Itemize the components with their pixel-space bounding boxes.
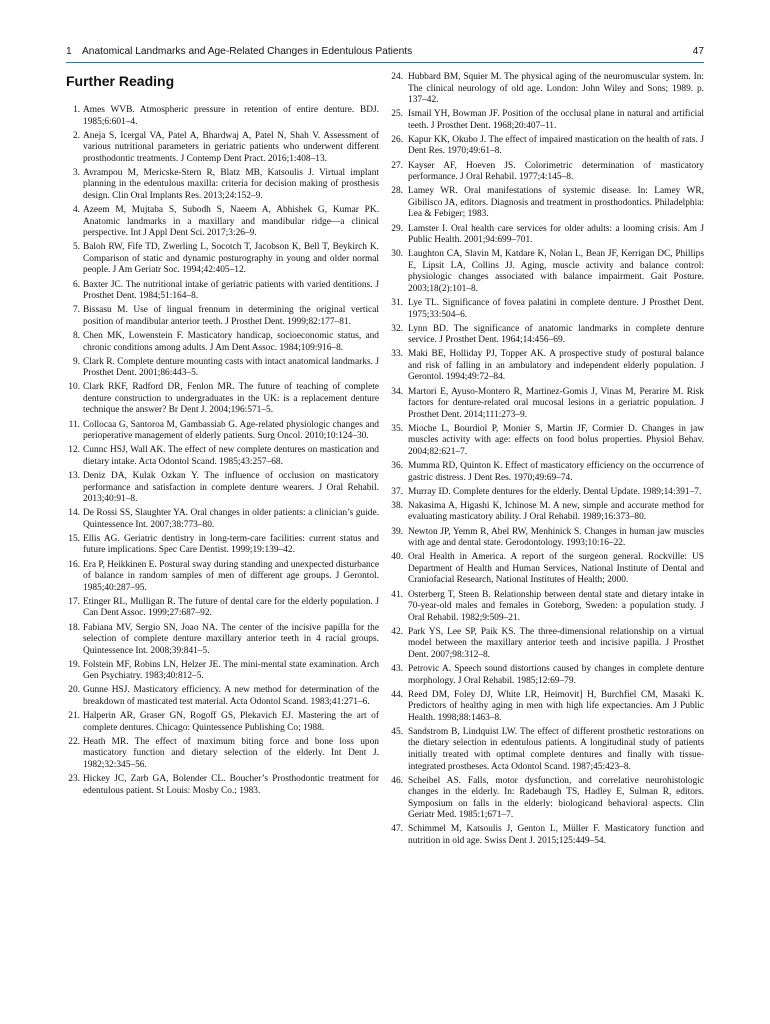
- reference-text: Scheibel AS. Falls, motor dysfunction, and correlative neurohistologic changes in the elderly. In: Radebaugh TS, Hadley E, Sulman R, editors. Symposium on falls in the elderly: biologicand behavioral aspects. Clin Geriatr Med. 1985:1;671–7.: [408, 775, 704, 821]
- reference-text: Collocaa G, Santoroa M, Gambassiab G. Age-related physiologic changes and perioperative management of elderly patients. Surg Oncol. 2010;10:124–30.: [83, 419, 379, 442]
- chapter-number: 1: [66, 46, 72, 57]
- reference-number: 25.: [391, 109, 403, 120]
- reference-text: Avrampou M, Mericske-Stern R, Blatz MB, Katsoulis J. Virtual implant planning in the edentulous maxilla: criteria for decision making of prosthesis design. Clin Oral Implants Res. 2013;24:152–9.: [83, 167, 379, 202]
- reference-number: 22.: [68, 736, 80, 747]
- reference-text: Nakasima A, Higashi K, Ichinose M. A new, simple and accurate method for evaluating masticatory ability. J Oral Rehabil. 1989;16:373–80.: [408, 500, 704, 523]
- reference-number: 37.: [391, 486, 403, 497]
- reference-text: Reed DM, Foley DJ, White LR, Heimovit] H, Burchfiel CM, Masaki K. Predictors of healthy aging in men with high life expectancies. Am J Public Health. 1998;88:1463–8.: [408, 689, 704, 723]
- reference-number: 16.: [68, 559, 80, 570]
- reference-item: [66, 382, 379, 417]
- reference-item: [391, 186, 704, 221]
- reference-number: 34.: [391, 386, 403, 397]
- reference-text: Park YS, Lee SP, Paik KS. The three-dimensional relationship on a virtual model between the maxillary anterior teeth and incisive papilla. J Prosthet Dent. 2007;98:312–8.: [408, 626, 704, 660]
- reference-number: 14.: [68, 508, 80, 519]
- reference-number: 43.: [391, 663, 403, 674]
- reference-text: Ellis AG. Geriatric dentistry in long-term-care facilities: current status and future implications. Spec Care Dentist. 1999;19:139–42.: [83, 533, 379, 556]
- reference-item: [66, 711, 379, 734]
- reference-text: Gunne HSJ. Masticatory efficiency. A new method for determination of the breakdown of masticated test material. Acta Odontol Scand. 1983;41:271–6.: [83, 685, 379, 707]
- reference-item: [66, 508, 379, 531]
- reference-number: 12.: [68, 445, 80, 456]
- reference-number: 28.: [391, 186, 403, 197]
- reference-item: [391, 501, 704, 524]
- reference-item: [66, 660, 379, 683]
- reference-number: 19.: [68, 659, 80, 670]
- reference-item: [66, 420, 379, 443]
- reference-column-left: [66, 105, 379, 800]
- reference-text: Folstein MF, Robins LN, Helzer JE. The mini-mental state examination. Arch Gen Psychiatry. 1983;40:812–5.: [83, 659, 379, 682]
- reference-number: 23.: [68, 774, 80, 785]
- reference-text: Halperin AR, Graser GN, Rogoff GS, Plekavich EJ. Mastering the art of complete dentures. Chicago: Quintessence Publishing Co; 1988.: [83, 711, 379, 733]
- page-number: 47: [692, 46, 704, 57]
- reference-number: 35.: [391, 423, 403, 434]
- reference-number: 6.: [72, 279, 80, 290]
- reference-number: 32.: [391, 323, 403, 334]
- reference-item: [391, 664, 704, 687]
- reference-item: [66, 357, 379, 380]
- reference-number: 31.: [391, 298, 403, 308]
- reference-item: [66, 280, 379, 303]
- header-rule: [66, 62, 704, 63]
- reference-text: Chen MK, Lowenstein F. Masticatory handicap, socioeconomic status, and chronic conditions among adults. J Am Dent Assoc. 1984;109:916–8.: [83, 331, 379, 353]
- reference-text: Oral Health in America. A report of the surgeon general. Rockville: US Department of Health and Human Services, National Institute of Dental and Craniofacial Research, National Institutes of Health; 2000.: [408, 552, 704, 586]
- running-head: [66, 46, 704, 62]
- reference-text: Clark R. Complete denture mounting casts with intact anatomical landmarks. J Prosthet Dent. 2001;86:443–5.: [83, 356, 379, 379]
- reference-text: Mioche L, Bourdiol P, Monier S, Martin JF, Cormier D. Changes in jaw muscles activity with age: effects on food bolus properties. Physiol Behav. 2004;82:621–7.: [408, 423, 704, 457]
- reference-item: [66, 168, 379, 203]
- reference-number: 33.: [391, 349, 403, 360]
- reference-number: 36.: [391, 461, 403, 472]
- reference-text: Lye TL. Significance of fovea palatini in complete denture. J Prosthet Dent. 1975;33:504–6.: [408, 298, 704, 320]
- reference-number: 29.: [391, 223, 403, 234]
- reference-number: 38.: [391, 500, 403, 511]
- reference-text: Clark RKF, Radford DR, Fenlon MR. The future of teaching of complete denture construction to undergraduates in the UK: is a replacement denture technique the answer? Br Dent J. 2004;196:571–5.: [83, 382, 379, 416]
- reference-item: [66, 560, 379, 595]
- reference-item: [391, 727, 704, 773]
- reference-item: [66, 305, 379, 328]
- chapter-title: Anatomical Landmarks and Age-Related Changes in Edentulous Patients: [82, 46, 413, 57]
- reference-text: Mumma RD, Quinton K. Effect of masticatory efficiency on the occurrence of gastric distress. J Dent Res. 1970;49:69–74.: [408, 461, 704, 483]
- reference-number: 47.: [391, 824, 403, 835]
- reference-number: 41.: [391, 589, 403, 600]
- reference-item: [66, 131, 379, 166]
- reference-text: Era P, Heikkinen E. Postural sway during standing and unexpected disturbance of balance in random samples of men of different age groups. J Gerontol. 1985;40:287–95.: [83, 559, 379, 593]
- reference-item: [66, 205, 379, 240]
- reference-number: 45.: [391, 726, 403, 737]
- reference-text: Osterberg T, Steen B. Relationship between dental state and dietary intake in 70-year-old males and females in Goteborg, Sweden: a population study. J Oral Rehabil. 1982;9:509–21.: [408, 589, 704, 623]
- reference-number: 42.: [391, 626, 403, 637]
- reference-item: [391, 527, 704, 550]
- reference-item: [391, 552, 704, 587]
- reference-number: 15.: [68, 533, 80, 544]
- reference-number: 30.: [391, 249, 403, 260]
- reference-item: [391, 387, 704, 422]
- reference-text: Baloh RW, Fife TD, Zwerling L, Socotch T, Jacobson K, Bell T, Beykirch K. Comparison of static and dynamic posturography in young and older normal people. J Am Geriatr Soc. 1994;42:405–12.: [83, 242, 379, 276]
- reference-text: Maki BE, Holliday PJ, Topper AK. A prospective study of postural balance and risk of falling in an ambulatory and independent elderly population. J Gerontol. 1994;49:72–84.: [408, 349, 704, 383]
- reference-number: 20.: [68, 685, 80, 696]
- reference-item: [66, 105, 379, 128]
- reference-item: [391, 487, 704, 499]
- reference-text: Etinger RL, Mulligan R. The future of dental care for the elderly population. J Can Dent Assoc. 1999;27:687–92.: [83, 596, 379, 619]
- reference-text: Cunnc HSJ, Wall AK. The effect of new complete dentures on mastication and dietary intake. Acta Odontol Scand. 1985;43:257–68.: [83, 445, 379, 467]
- reference-item: [391, 590, 704, 625]
- reference-number: 2.: [72, 130, 80, 141]
- reference-item: [66, 774, 379, 797]
- reference-number: 26.: [391, 134, 403, 145]
- reference-item: [391, 349, 704, 384]
- reference-number: 39.: [391, 526, 403, 537]
- reference-number: 27.: [391, 160, 403, 171]
- reference-item: [391, 224, 704, 247]
- reference-text: Schimmel M, Katsoulis J, Genton L, Müller F. Masticatory function and nutrition in old age. Swiss Dent J. 2015;125:449–54.: [408, 824, 704, 847]
- reference-text: Lamey WR. Oral manifestations of systemic disease. In: Lamey WR, Gibilisco JA, editors. Diagnosis and treatment in prosthodontics. Philadelphia: Lea & Febiger; 1983.: [408, 186, 704, 220]
- reference-text: Hickey JC, Zarb GA, Bolender CL. Boucher’s Prosthodontic treatment for edentulous patient. St Louis: Mosby Co.; 1983.: [83, 774, 379, 796]
- reference-text: De Rossi SS, Slaughter YA. Oral changes in older patients: a clinician’s guide. Quintessence Int. 2007;38:773–80.: [83, 508, 379, 530]
- reference-item: [66, 597, 379, 620]
- reference-item: [66, 445, 379, 468]
- reference-number: 44.: [391, 689, 403, 700]
- reference-number: 3.: [72, 167, 80, 178]
- reference-item: [391, 627, 704, 662]
- reference-item: [391, 424, 704, 459]
- reference-item: [66, 534, 379, 557]
- reference-text: Hubbard BM, Squier M. The physical aging of the neuromuscular system. In: The clinical neurology of old age. London: John Wiley and Sons; 1989. p. 137–42.: [408, 72, 704, 106]
- reference-number: 10.: [68, 382, 80, 393]
- reference-item: [66, 471, 379, 506]
- reference-item: [391, 324, 704, 347]
- reference-text: Lamster I. Oral health care services for older adults: a looming crisis. Am J Public Health. 2001;94:699–701.: [408, 223, 704, 246]
- reference-item: [391, 690, 704, 725]
- reference-number: 8.: [72, 331, 80, 341]
- reference-item: [391, 824, 704, 847]
- reference-text: Ismail YH, Bowman JF. Position of the occlusal plane in natural and artificial teeth. J Prosthet Dent. 1968;20:407–11.: [408, 109, 704, 131]
- reference-item: [66, 623, 379, 658]
- reference-text: Deniz DA, Kulak Ozkan Y. The influence of occlusion on masticatory performance and satisfaction in complete denture wearers. J Oral Rehabil. 2013;40:91–8.: [83, 470, 379, 505]
- reference-text: Heath MR. The effect of maximum biting force and bone loss upon masticatory function and dietary selection of the elderly. Int Dent J. 1982;32:345–56.: [83, 736, 379, 770]
- reference-item: [391, 298, 704, 321]
- reference-number: 9.: [72, 356, 80, 367]
- reference-item: [66, 685, 379, 708]
- reference-number: 18.: [68, 622, 80, 633]
- section-title: Further Reading: [66, 73, 175, 89]
- reference-text: Kapur KK, Okubo J. The effect of impaired mastication on the health of rats. J Dent Res. 1970;49:61–8.: [408, 134, 704, 157]
- reference-item: [391, 109, 704, 132]
- reference-column-right: [391, 72, 704, 850]
- reference-number: 1.: [72, 105, 80, 115]
- reference-number: 13.: [68, 470, 80, 481]
- reference-text: Fabiana MV, Sergio SN, Joao NA. The center of the incisive papilla for the selection of complete denture maxillary anterior teeth in 4 racial groups. Quintessence Int. 2008;39:841–5.: [83, 622, 379, 656]
- reference-item: [66, 331, 379, 354]
- reference-number: 46.: [391, 775, 403, 786]
- reference-number: 11.: [68, 419, 80, 430]
- reference-item: [391, 249, 704, 295]
- reference-number: 24.: [391, 72, 403, 82]
- reference-number: 17.: [68, 596, 80, 607]
- reference-number: 21.: [68, 711, 80, 722]
- reference-text: Ames WVB. Atmospheric pressure in retention of entire denture. BDJ. 1985;6:601–4.: [83, 105, 379, 127]
- reference-item: [391, 461, 704, 484]
- reference-item: [391, 161, 704, 184]
- reference-text: Azeem M, Mujtaba S, Subodh S, Naeem A, Abhishek G, Kumar PK. Anatomic landmarks in a maxillary and mandibular ridge—a clinical perspective. Int J Appl Dent Sci. 2017;3:26–9.: [83, 205, 379, 239]
- reference-text: Baxter JC. The nutritional intake of geriatric patients with varied dentitions. J Prosthet Dent. 1984;51:164–8.: [83, 279, 379, 302]
- reference-text: Martori E, Ayuso-Montero R, Martinez-Gomis J, Vinas M, Perarire M. Risk factors for denture-related oral mucosal lesions in a geriatric population. J Prosthet Dent. 2014;111:273–9.: [408, 386, 704, 420]
- reference-text: Murray ID. Complete dentures for the elderly. Dental Update. 1989;14:391–7.: [408, 486, 702, 497]
- reference-number: 7.: [72, 305, 80, 316]
- reference-item: [391, 135, 704, 158]
- reference-item: [66, 737, 379, 772]
- reference-text: Kayser AF, Hoeven JS. Colorimetric determination of masticatory performance. J Oral Rehabil. 1977;4:145–8.: [408, 160, 704, 183]
- reference-text: Aneja S, Icergal VA, Patel A, Bhardwaj A, Patel N, Shah V. Assessment of various nutritional parameters in geriatric patients who underwent different prosthodontic treatments. J Contemp Dent Pract. 2016;1:408–13.: [83, 130, 379, 164]
- reference-text: Petrovic A. Speech sound distortions caused by changes in complete denture morphology. J Oral Rehabil. 1985;12:69–79.: [408, 663, 704, 686]
- reference-item: [391, 776, 704, 822]
- reference-item: [66, 242, 379, 277]
- reference-number: 5.: [72, 242, 80, 253]
- reference-text: Lynn BD. The significance of anatomic landmarks in complete denture service. J Prosthet Dent. 1964;14:456–69.: [408, 323, 704, 346]
- reference-item: [391, 72, 704, 107]
- reference-text: Newton JP, Yemm R, Abel RW, Menhinick S. Changes in human jaw muscles with age and dental state. Gerodontology. 1993;10:16–22.: [408, 526, 704, 549]
- reference-text: Sandstrom B, Lindquist LW. The effect of different prosthetic restorations on the dietary selection in edentulous patients. A longitudinal study of patients initially treated with optimal complete dentures and finally with tissue-integrated prostheses. Acta Odontol Scand. 1987;45:423–8.: [408, 726, 704, 772]
- reference-number: 4.: [72, 205, 80, 216]
- reference-text: Bissasu M. Use of lingual frennum in determining the original vertical position of mandibular anterior teeth. J Prosthet Dent. 1999;82:177–81.: [83, 305, 379, 327]
- reference-number: 40.: [391, 552, 403, 563]
- reference-text: Laughton CA, Slavin M, Katdare K, Nolan L, Bean JF, Kerrigan DC, Phillips E, Lipsit LA, Collins JJ. Aging, muscle activity and balance control: physiologic changes associated with balance impairment. Gait Posture. 2003;18(2):101–8.: [408, 249, 704, 294]
